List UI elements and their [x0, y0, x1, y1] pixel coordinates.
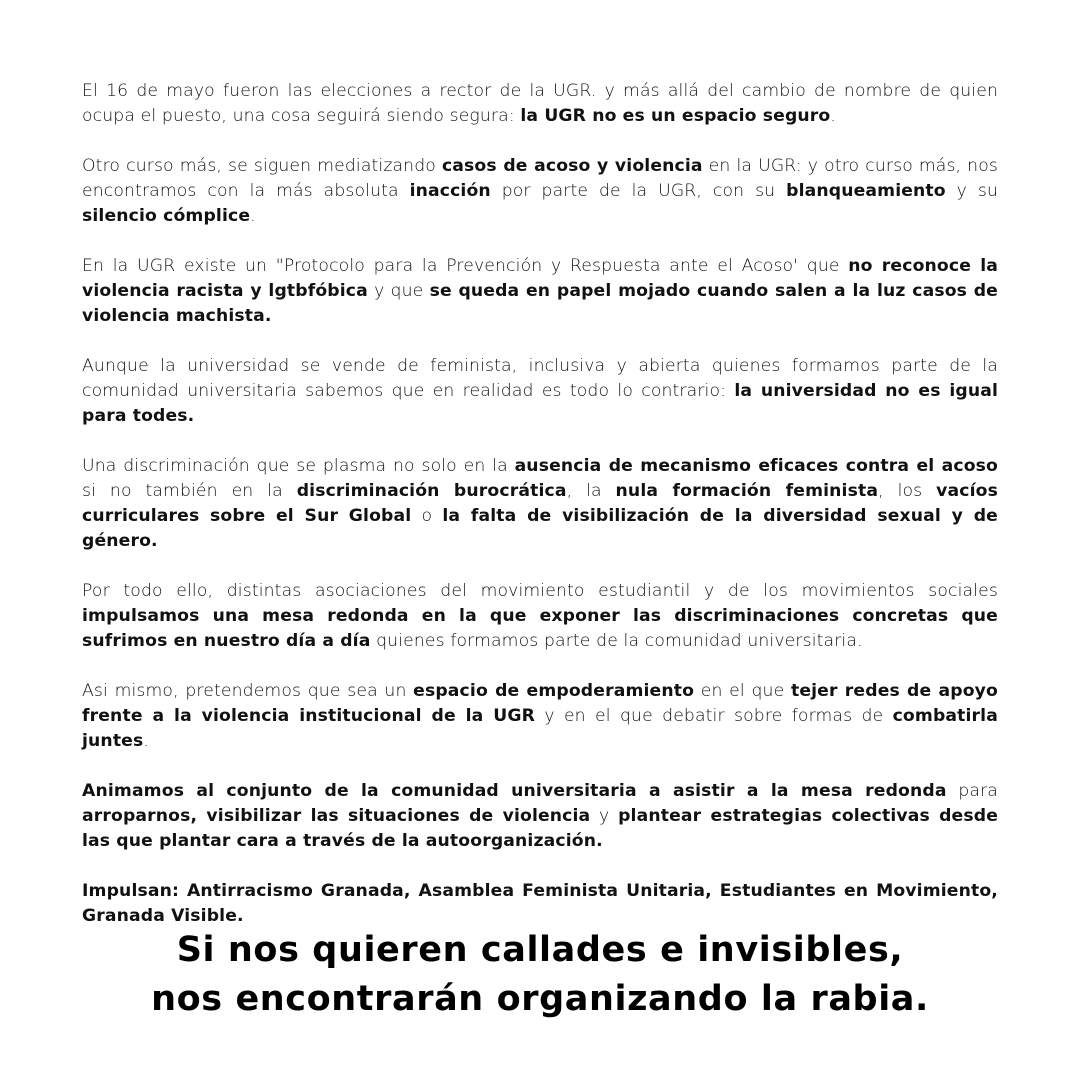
emphasis-text: plantear estrategias colectivas desde las que plantar cara a través de la autoorganización.: [82, 806, 998, 851]
slogan-line-1: Si nos quieren callades e invisibles,: [176, 930, 904, 970]
emphasis-text: discriminación burocrática: [296, 481, 567, 501]
body-text: , los: [878, 481, 937, 501]
body-text: en el que: [694, 681, 791, 701]
paragraph-3: [82, 254, 998, 329]
body-text: para: [946, 781, 998, 801]
emphasis-text: tejer redes de apoyo frente a la violencia institucional de la UGR: [82, 681, 998, 726]
body-text: El 16 de mayo fueron las elecciones a rector de la UGR. y más allá del cambio de nombre de quien ocupa el puesto, una cosa seguirá siendo segura:: [82, 81, 998, 126]
body-text: .: [250, 206, 256, 226]
body-text: , la: [566, 481, 616, 501]
emphasis-text: Animamos al conjunto de la comunidad universitaria a asistir a la mesa redonda: [82, 781, 947, 801]
emphasis-text: nula formación feminista: [615, 481, 879, 501]
body-text: .: [143, 731, 149, 751]
emphasis-text: blanqueamiento: [786, 181, 946, 201]
body-text: si no también en la: [82, 481, 297, 501]
slogan-line-2: nos encontrarán organizando la rabia.: [151, 979, 929, 1019]
closing-slogan: [0, 926, 1080, 1024]
body-text: Aunque la universidad se vende de feminista, inclusiva y abierta quienes formamos parte de la comunidad universitaria sabemos que en realidad es todo lo contrario:: [82, 356, 998, 401]
paragraph-6: [82, 579, 998, 654]
emphasis-text: la falta de visibilización de la diversidad sexual y de género.: [82, 506, 998, 551]
body-text: Asi mismo, pretendemos que sea un: [82, 681, 414, 701]
emphasis-text: impulsamos una mesa redonda en la que exponer las discriminaciones concretas que sufrimos en nuestro día a día: [82, 606, 998, 651]
emphasis-text: la universidad no es igual para todes.: [82, 381, 999, 426]
emphasis-text: no reconoce la violencia racista y lgtbfóbica: [82, 256, 998, 301]
emphasis-text: silencio cómplice: [82, 206, 251, 226]
paragraph-4: [82, 354, 998, 429]
emphasis-text: espacio de empoderamiento: [413, 681, 695, 701]
paragraph-9: [82, 879, 998, 929]
body-text: y en el que debatir sobre formas de: [535, 706, 893, 726]
body-text: .: [830, 106, 836, 126]
emphasis-text: casos de acoso y violencia: [441, 156, 703, 176]
paragraph-2: [82, 154, 998, 229]
body-text: Una discriminación que se plasma no solo en la: [82, 456, 515, 476]
body-text: En la UGR existe un "Protocolo para la Prevención y Respuesta ante el Acoso' que: [82, 256, 849, 276]
paragraph-8: [82, 779, 998, 854]
emphasis-text: inacción: [409, 181, 491, 201]
emphasis-text: ausencia de mecanismo eficaces contra el acoso: [514, 456, 998, 476]
emphasis-text: arroparnos, visibilizar las situaciones de violencia: [82, 806, 591, 826]
body-text: y su: [945, 181, 998, 201]
body-text: Otro curso más, se siguen mediatizando: [82, 156, 442, 176]
paragraph-1: [82, 79, 998, 129]
emphasis-text: vacíos curriculares sobre el Sur Global: [82, 481, 998, 526]
body-text: Por todo ello, distintas asociaciones del movimiento estudiantil y de los movimientos sociales: [82, 581, 998, 601]
emphasis-text: combatirla juntes: [82, 706, 998, 751]
body-text: y que: [367, 281, 430, 301]
document-body: [82, 79, 998, 954]
body-text: quienes formamos parte de la comunidad universitaria.: [370, 631, 863, 651]
body-text: y: [590, 806, 619, 826]
body-text: o: [411, 506, 443, 526]
emphasis-text: se queda en papel mojado cuando salen a la luz casos de violencia machista.: [82, 281, 998, 326]
emphasis-text: Impulsan: Antirracismo Granada, Asamblea Feminista Unitaria, Estudiantes en Movimiento, Granada Visible.: [82, 881, 998, 926]
paragraph-7: [82, 679, 998, 754]
paragraph-5: [82, 454, 998, 554]
body-text: en la UGR: y otro curso más, nos encontramos con la más absoluta: [82, 156, 999, 201]
emphasis-text: la UGR no es un espacio seguro: [520, 106, 831, 126]
body-text: por parte de la UGR, con su: [490, 181, 787, 201]
